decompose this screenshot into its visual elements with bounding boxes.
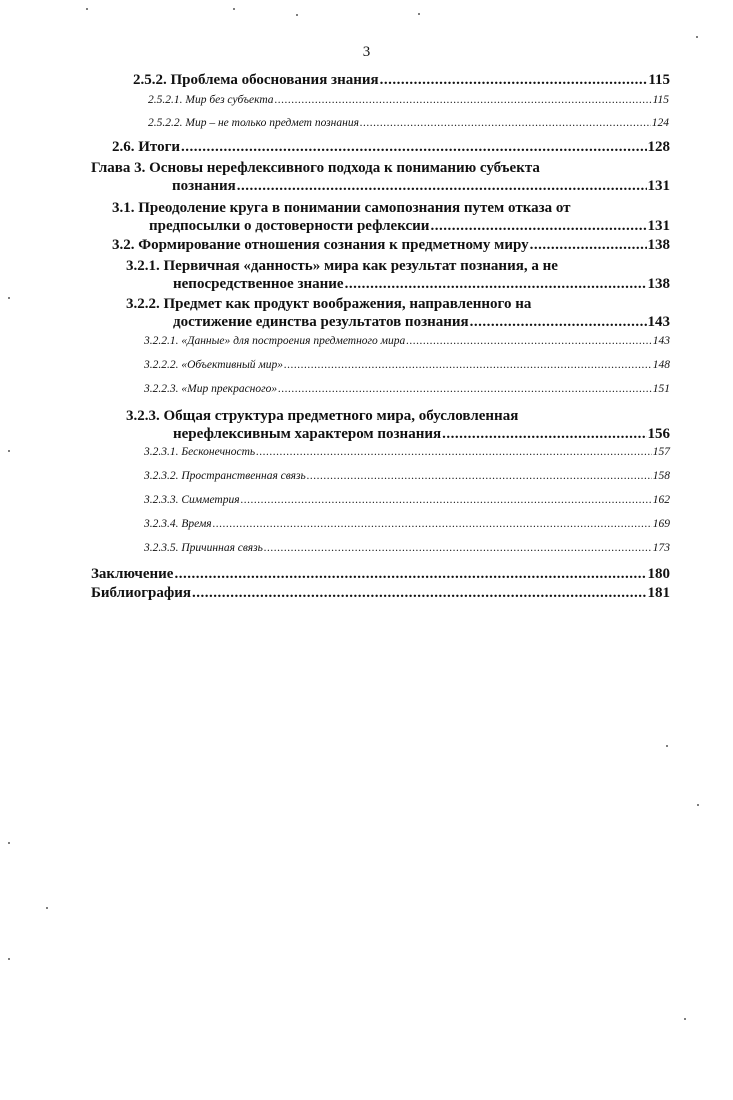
toc-entry bbox=[144, 383, 670, 395]
page-number: 3 bbox=[362, 44, 371, 60]
dot-leader bbox=[406, 335, 652, 347]
toc-entry-title: 3.2.3.4. Время bbox=[144, 518, 212, 530]
toc-entry-page: 151 bbox=[652, 383, 670, 395]
toc-entry-title: 3.2.2.2. «Объективный мир» bbox=[144, 359, 283, 371]
toc-entry-title-line2: предпосылки о достоверности рефлексии bbox=[149, 218, 430, 234]
toc-entry-multiline bbox=[126, 407, 670, 443]
toc-entry-page: 128 bbox=[647, 139, 670, 155]
dot-leader bbox=[256, 446, 652, 458]
dot-leader bbox=[264, 542, 652, 554]
toc-entry bbox=[133, 72, 670, 89]
toc-entry-page: 169 bbox=[652, 518, 670, 530]
toc-entry-multiline bbox=[126, 295, 670, 331]
dot-leader bbox=[192, 585, 646, 602]
scan-speck bbox=[8, 842, 10, 844]
toc-entry-line2 bbox=[112, 217, 670, 235]
scan-speck bbox=[418, 13, 420, 15]
toc-entry-page: 115 bbox=[648, 72, 670, 88]
toc-entry-title: Заключение bbox=[91, 566, 174, 582]
dot-leader bbox=[278, 383, 652, 395]
dot-leader bbox=[213, 518, 652, 530]
toc-entry-multiline bbox=[112, 199, 670, 235]
toc-entry-line2 bbox=[126, 275, 670, 293]
toc-entry-page: 143 bbox=[647, 314, 670, 330]
toc-entry-title: 2.5.2.1. Мир без субъекта bbox=[148, 94, 274, 106]
toc-entry bbox=[148, 94, 669, 106]
dot-leader bbox=[181, 139, 646, 156]
toc-entry-page: 181 bbox=[647, 585, 670, 601]
toc-entry-title-line1: 3.2.3. Общая структура предметного мира, обусловленная bbox=[126, 408, 519, 424]
scan-speck bbox=[46, 907, 48, 909]
scan-speck bbox=[296, 14, 298, 16]
scan-speck bbox=[86, 8, 88, 10]
scan-speck bbox=[8, 450, 10, 452]
scan-speck bbox=[8, 297, 10, 299]
toc-entry-page: 157 bbox=[652, 446, 670, 458]
dot-leader bbox=[380, 72, 648, 89]
toc-entry-title-line2: достижение единства результатов познания bbox=[173, 314, 469, 330]
toc-entry bbox=[144, 359, 670, 371]
toc-entry-page: 138 bbox=[647, 237, 670, 253]
toc-entry-title: 2.5.2. Проблема обоснования знания bbox=[133, 72, 379, 88]
toc-entry-page: 143 bbox=[652, 335, 670, 347]
toc-entry-page: 180 bbox=[647, 566, 670, 582]
dot-leader bbox=[430, 217, 646, 235]
dot-leader bbox=[307, 470, 652, 482]
scan-speck bbox=[696, 36, 698, 38]
toc-entry bbox=[112, 237, 670, 254]
dot-leader bbox=[442, 425, 646, 443]
toc-entry-title: 3.2.2.1. «Данные» для построения предметного мира bbox=[144, 335, 406, 347]
toc-entry-title-line1: 3.2.1. Первичная «данность» мира как результат познания, а не bbox=[126, 258, 558, 274]
toc-entry-title: 3.2. Формирование отношения сознания к предметному миру bbox=[112, 237, 529, 253]
toc-entry-title-line2: нерефлексивным характером познания bbox=[173, 426, 442, 442]
dot-leader bbox=[237, 177, 647, 195]
toc-entry-page: 173 bbox=[652, 542, 670, 554]
dot-leader bbox=[241, 494, 652, 506]
toc-entry-title-line2: непосредственное знание bbox=[173, 276, 344, 292]
toc-entry bbox=[144, 518, 670, 530]
toc-entry-title: 2.6. Итоги bbox=[112, 139, 181, 155]
dot-leader bbox=[360, 117, 651, 129]
toc-entry-multiline bbox=[91, 159, 670, 195]
toc-entry-page: 115 bbox=[652, 94, 669, 106]
toc-entry bbox=[112, 139, 670, 156]
scan-speck bbox=[233, 8, 235, 10]
toc-entry-page: 124 bbox=[651, 117, 669, 129]
toc-entry-page: 131 bbox=[647, 178, 670, 194]
toc-entry-page: 148 bbox=[652, 359, 670, 371]
toc-entry-title: 3.2.3.1. Бесконечность bbox=[144, 446, 256, 458]
dot-leader bbox=[345, 275, 647, 293]
scan-speck bbox=[684, 1018, 686, 1020]
toc-entry bbox=[144, 494, 670, 506]
toc-entry-title-line1: 3.1. Преодоление круга в понимании самопознания путем отказа от bbox=[112, 200, 571, 216]
toc-entry-title-line1: Глава 3. Основы нерефлексивного подхода к пониманию субъекта bbox=[91, 160, 540, 176]
toc-entry-line2 bbox=[126, 425, 670, 443]
toc-entry bbox=[144, 446, 670, 458]
dot-leader bbox=[530, 237, 647, 254]
dot-leader bbox=[470, 313, 647, 331]
scan-speck bbox=[697, 804, 699, 806]
toc-entry-page: 158 bbox=[652, 470, 670, 482]
toc-entry-multiline bbox=[126, 257, 670, 293]
toc-entry-title: 3.2.3.5. Причинная связь bbox=[144, 542, 263, 554]
toc-entry bbox=[144, 542, 670, 554]
toc-entry bbox=[91, 585, 670, 602]
dot-leader bbox=[174, 566, 646, 583]
toc-entry-title: Библиография bbox=[91, 585, 192, 601]
toc-entry-title: 3.2.2.3. «Мир прекрасного» bbox=[144, 383, 278, 395]
toc-entry-title-line1: 3.2.2. Предмет как продукт воображения, направленного на bbox=[126, 296, 532, 312]
dot-leader bbox=[284, 359, 652, 371]
toc-entry-page: 138 bbox=[647, 276, 670, 292]
toc-entry-line2 bbox=[126, 313, 670, 331]
toc-entry-title: 3.2.3.3. Симметрия bbox=[144, 494, 240, 506]
toc-entry bbox=[91, 566, 670, 583]
toc-entry-line2 bbox=[91, 177, 670, 195]
toc-entry bbox=[144, 470, 670, 482]
toc-entry bbox=[144, 335, 670, 347]
toc-entry-title-line2: познания bbox=[172, 178, 236, 194]
toc-entry bbox=[148, 117, 669, 129]
toc-entry-title: 3.2.3.2. Пространственная связь bbox=[144, 470, 306, 482]
toc-entry-page: 162 bbox=[652, 494, 670, 506]
toc-entry-title: 2.5.2.2. Мир – не только предмет познания bbox=[148, 117, 359, 129]
scan-speck bbox=[666, 745, 668, 747]
scan-speck bbox=[8, 958, 10, 960]
toc-entry-page: 156 bbox=[647, 426, 670, 442]
toc-entry-page: 131 bbox=[647, 218, 670, 234]
dot-leader bbox=[275, 94, 652, 106]
